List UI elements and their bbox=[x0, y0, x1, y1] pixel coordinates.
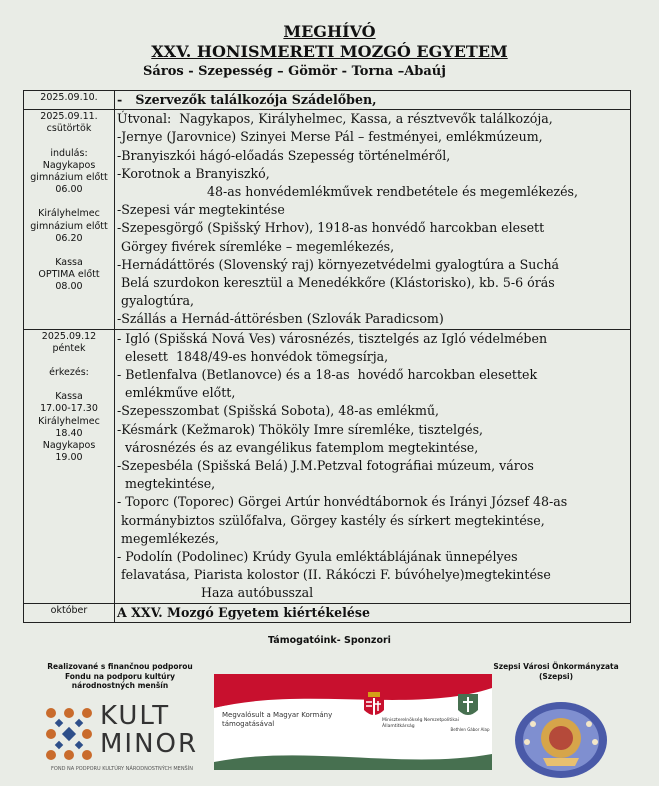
activity-cell bbox=[115, 329, 631, 603]
date-cell bbox=[24, 110, 115, 329]
date-cell-line: gimnázium előtt bbox=[30, 172, 108, 184]
date-cell bbox=[24, 91, 115, 110]
activity-line: Haza autóbusszal bbox=[201, 585, 314, 601]
date-cell-line: 17.00-17.30 bbox=[40, 403, 98, 415]
activity-cell bbox=[115, 603, 631, 622]
program-row bbox=[24, 110, 631, 329]
date-cell-line: gimnázium előtt bbox=[30, 220, 108, 232]
activity-line: A XXV. Mozgó Egyetem kiértékelése bbox=[117, 604, 371, 620]
activity-line: felavatása, Piarista kolostor (II. Rákóczi F. búvóhelye)megtekintése bbox=[117, 567, 551, 583]
activity-line: -Jernye (Jarovnice) Szinyei Merse Pál – festményei, emlékmúzeum, bbox=[117, 129, 543, 145]
date-cell-line: OPTIMA előtt bbox=[38, 269, 100, 281]
kultminor-pattern-icon bbox=[42, 704, 96, 764]
sponsors-title: Támogatóink- Sponzori bbox=[268, 635, 391, 646]
date-cell-line: 2025.09.12 bbox=[41, 330, 97, 342]
activity-line: Belá szurdokon keresztül a Menedékkőre (Klástorisko), kb. 5-6 órás bbox=[117, 275, 555, 291]
bethlen-shield-icon bbox=[458, 694, 478, 715]
szepsi-caption: Szepsi Városi Önkormányzata (Szepsi) bbox=[493, 662, 619, 681]
activity-line: -Szepesbéla (Spišská Belá) J.M.Petzval fotográfiai múzeum, város bbox=[117, 458, 534, 474]
activity-line: -Korotnok a Branyiszkó, bbox=[117, 165, 270, 181]
activity-line: megemlékezés, bbox=[117, 530, 219, 546]
activity-line: kormánybiztos szülőfalva, Görgey kastély és sírkert megtekintése, bbox=[117, 512, 545, 528]
activity-line: -Branyiszkói hágó-előadás Szepesség történelméről, bbox=[117, 147, 451, 163]
date-cell-line: október bbox=[50, 604, 88, 616]
activity-line: megtekintése, bbox=[117, 476, 216, 492]
date-cell-line: indulás: bbox=[50, 147, 88, 159]
activity-line: -Szepesgörgő (Spišský Hrhov), 1918-as honvédő harcokban elesett bbox=[117, 220, 545, 236]
date-cell bbox=[24, 329, 115, 603]
kult-caption: Realizované s finančnou podporou Fondu na podporu kultúry národnostných menšín bbox=[47, 662, 193, 690]
activity-line: gyalogtúra, bbox=[117, 293, 195, 309]
activity-line: -Szepesi vár megtekintése bbox=[117, 202, 285, 218]
program-table bbox=[23, 90, 631, 623]
kult-logo-line2: MINOR bbox=[100, 729, 199, 759]
regions-line: Sáros - Szepesség – Gömör - Torna –Abaúj bbox=[143, 64, 446, 79]
activity-line: Útvonal: Nagykapos, Királyhelmec, Kassa, a résztvevők találkozója, bbox=[117, 111, 553, 127]
activity-cell bbox=[115, 91, 631, 110]
date-cell-line: 06.20 bbox=[55, 232, 83, 244]
spacer bbox=[24, 136, 114, 148]
activity-line: -Szepesszombat (Spišská Sobota), 48-as emlékmű, bbox=[117, 403, 440, 419]
date-cell-line: 19.00 bbox=[55, 452, 83, 464]
event-title: XXV. HONISMERETI MOZGÓ EGYETEM bbox=[151, 42, 508, 61]
activity-line: emlékműve előtt, bbox=[117, 385, 236, 401]
date-cell-line: Királyhelmec bbox=[38, 208, 100, 220]
date-cell-line: csütörtök bbox=[46, 123, 92, 135]
activity-line: - Betlenfalva (Betlanovce) és a 18-as hovédő harcokban elesettek bbox=[117, 367, 538, 383]
spacer bbox=[24, 355, 114, 367]
activity-cell bbox=[115, 110, 631, 329]
activity-line: - Podolín (Podolinec) Krúdy Gyula emléktáblájának ünnepélyes bbox=[117, 549, 518, 565]
gov-support-text: Megvalósult a Magyar Kormány támogatásával bbox=[222, 711, 333, 728]
spacer bbox=[24, 196, 114, 208]
program-row bbox=[24, 603, 631, 622]
date-cell-line: Királyhelmec bbox=[38, 415, 100, 427]
date-cell-line: Nagykapos bbox=[42, 159, 96, 171]
kultminor-logo bbox=[42, 700, 202, 775]
date-cell-line: Nagykapos bbox=[42, 440, 96, 452]
kult-logo-line1: KULT bbox=[100, 701, 171, 731]
gov-ministry-text: Miniszterelnökség Nemzetpolitikai Államtitkárság bbox=[382, 718, 459, 729]
date-cell-line: Kassa bbox=[55, 257, 83, 269]
activity-line: Görgey fivérek síremléke – megemlékezés, bbox=[117, 238, 395, 254]
date-cell-line: 08.00 bbox=[55, 281, 83, 293]
date-cell-line: péntek bbox=[52, 342, 86, 354]
activity-line: - Szervezők találkozója Szádelőben, bbox=[117, 92, 377, 107]
activity-line: 48-as honvédemlékművek rendbetétele és megemlékezés, bbox=[207, 184, 579, 200]
date-cell-line: 06.00 bbox=[55, 184, 83, 196]
date-cell-line: 18.40 bbox=[55, 427, 83, 439]
gov-fund-text: Bethlen Gábor Alap bbox=[450, 727, 490, 732]
spacer bbox=[24, 379, 114, 391]
activity-line: - Igló (Spišská Nová Ves) városnézés, tisztelgés az Igló védelmében bbox=[117, 330, 548, 346]
activity-line: elesett 1848/49-es honvédok tömegsírja, bbox=[117, 348, 389, 364]
hungarian-government-logo bbox=[214, 674, 492, 770]
date-cell-line: Kassa bbox=[55, 391, 83, 403]
activity-line: -Hernádáttörés (Slovenský raj) környezetvédelmi gyalogtúra a Suchá bbox=[117, 256, 560, 272]
program-row bbox=[24, 91, 631, 110]
date-cell-line: 2025.09.11. bbox=[40, 111, 98, 123]
page-title: MEGHÍVÓ bbox=[283, 22, 376, 41]
date-cell-line: 2025.09.10. bbox=[40, 92, 98, 103]
kult-logo-subtitle: FOND NA PODPORU KULTÚRY NÁRODNOSTNÝCH MENŠÍN bbox=[51, 766, 193, 772]
activity-line: -Szállás a Hernád-áttörésben (Szlovák Paradicsom) bbox=[117, 311, 444, 327]
activity-line: -Késmárk (Kežmarok) Thököly Imre síremléke, tisztelgés, bbox=[117, 421, 484, 437]
program-row bbox=[24, 329, 631, 603]
activity-line: - Toporc (Toporec) Görgei Artúr honvédtábornok és Irányi József 48-as bbox=[117, 494, 568, 510]
spacer bbox=[24, 245, 114, 257]
activity-line: városnézés és az evangélikus fatemplom megtekintése, bbox=[117, 439, 479, 455]
szepsi-town-seal-icon bbox=[513, 700, 609, 780]
date-cell-line: érkezés: bbox=[49, 367, 89, 379]
date-cell bbox=[24, 603, 115, 622]
